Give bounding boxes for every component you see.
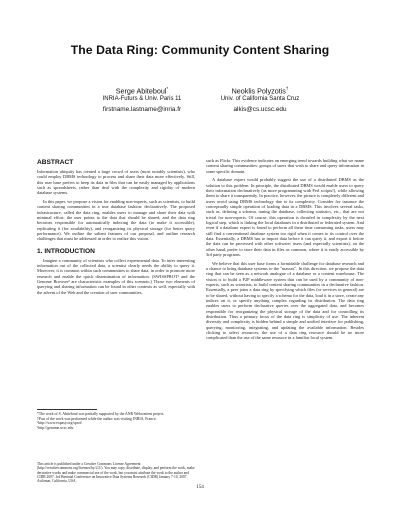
author-email: alkis@cs.ucsc.edu [233, 106, 287, 114]
footnote: †Part of the work was performed while the author was visiting INRIA, France. [37, 416, 157, 421]
left-column [37, 158, 195, 298]
license-notice: This article is published under a Creative Commons License Agreement (http://creativecommons.org/licenses/by/2.5/). You may copy, distribute, display, and perform the work, make derivative works and make commercial use of the work, but you must attribute the work to the author and CIDR 2007. 3rd Biennial Conference on Innovative Data Systems Research (CIDR) January 7-10, 2007, Asilomar, California, USA. [37, 462, 195, 484]
paper-title: The Data Ring: Community Content Sharing [70, 43, 330, 57]
body-paragraph: such as Flickr. This evidence indicates an emerging trend towards building what we name content sharing communities: groups of users that wish to share and query information in some specific domain. [206, 158, 364, 174]
abstract-heading: ABSTRACT [37, 159, 74, 166]
body-paragraph: Imagine a community of scientists who collect experimental data. To infer interesting information out of the collected data, a scientist clearly needs the ability to query it. Moreover, it is common within such communities to share data, in order to promote more research and enable the quick dissemination of information. (SWISSPROT¹ and the Genome Browser² are characteristic examples of this scenario.) Those two elements of querying and sharing information can be found in other contexts as well, especially with the advent of the Web and the creation of user communities, [37, 257, 195, 295]
author-block-2 [180, 84, 340, 114]
author-affiliation: INRIA-Futurs & Univ. Paris 11 [102, 96, 182, 103]
section-heading: 1. INTRODUCTION [37, 247, 95, 255]
author-affiliation: Univ. of California Santa Cruz [220, 96, 300, 103]
author-name: Serge Abiteboul [115, 86, 167, 96]
abstract-paragraph: In this paper, we propose a vision for enabling non-experts, such as scientists, to build content sharing communities in a true database fashion: declaratively. The proposed infrastructure, called the data ring, enables users to manage and share their data with minimal effort; the user points to the data that should be shared, and the data ring becomes responsible for automatically indexing the data (to make it accessible), replicating it (for availability), and reorganizing its physical storage (for better query performance). We outline the salient features of our proposal, and outline research challenges that must be addressed in order to realize this vision. [37, 198, 195, 242]
footnote-rule [37, 409, 97, 410]
footnote: *The work of S. Abiteboul was partially supported by the ANR Webcontent project. [37, 412, 165, 416]
author-email: firstname.lastname@inria.fr [102, 106, 182, 114]
author-footnote-mark: † [285, 86, 289, 91]
body-paragraph: We believe that this user base forms a formidable challenge for database research and a chance to bring database systems to the "masses". In this direction, we propose the data ring that can be seen as a network analogue of a database or a content warehouse. The vision is to build a P2P middleware system that can be used by a community of non-experts, such as scientists, to build content sharing communities in a declarative fashion. Essentially, a peer joins a data ring by specifying which files (or services in general) are to be shared, without having to specify a schema for the data, load it in a store, create any indices on it, or specify anything complex regarding its distribution. The data ring enables users to perform declarative queries over the aggregated data, and becomes responsible for reorganizing the physical storage of the data and for controlling its distribution. Thus a primary focus of the data ring is simplicity of use. The inherent diversity and complexity is hidden behind a simple and unified interface for publishing, querying, monitoring, integrating, and updating the available information. Besides clicking to select resources, the use of a data ring resource should be no more complicated than the use of the same resource in a familiar local system. [206, 260, 364, 341]
right-column [206, 158, 364, 344]
footnotes [37, 412, 195, 431]
body-paragraph: A database expert would probably suggest the use of a distributed DBMS as the solution to this problem. In principle, the distributed DBMS would enable users to query their information declaratively (as more programming with Perl scripts!), while allowing them to share it transparently. In practice, however, the picture is completely different and users avoid using DBMS technology due to its complexity. Consider for instance the conceptually simple operation of loading data in a DBMS. This involves several tasks, such as, defining a schema, tuning the database, collecting statistics, etc., that are not trivial for non-experts. Of course, this operation is dwarfed in complexity by the next logical step, which is linking the local databases in a distributed or federated system. And even if a database expert is found to perform all these time consuming tasks, users may still find a conventional database system too rigid when it comes to its control over the data. Essentially, a DBMS has to import data before it can query it, and export it before the data can be processed with other software; users (and especially scientists), on the other hand, prefer to store their data in files as common, where it is easily accessible by 3rd party programs. [206, 177, 364, 258]
author-footnote-mark: * [166, 86, 169, 91]
author-name: Neoklis Polyzotis [231, 86, 286, 96]
abstract-paragraph: Information ubiquity has created a large crowd of users (most notably scientists), who could employ DBMS technology to process and share their data more effectively. Still, this user base prefers to keep its data in files that can be easily managed by applications such as spreadsheets, rather than deal with the complexity and rigidity of modern database systems. [37, 169, 195, 196]
page-number: 154 [196, 484, 204, 490]
footnote: ²http://genome.ucsc.edu [37, 426, 74, 431]
footnote: ¹http://www.expasy.org/sprot/ [37, 421, 83, 426]
